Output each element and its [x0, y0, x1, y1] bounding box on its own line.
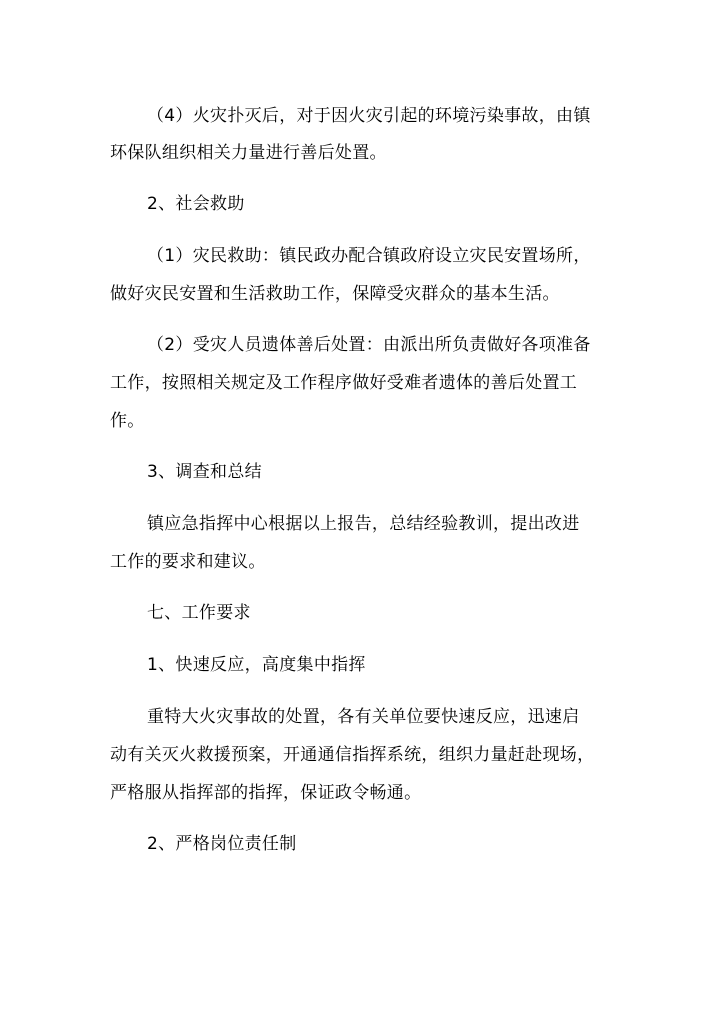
section-heading: 3、调查和总结: [147, 462, 262, 482]
paragraph-line: （2）受灾人员遗体善后处置：由派出所负责做好各项准备: [147, 335, 591, 355]
paragraph-line: 做好灾民安置和生活救助工作，保障受灾群众的基本生活。: [110, 284, 560, 304]
section-heading: 2、社会救助: [147, 194, 245, 214]
paragraph-line: 重特大火灾事故的处置，各有关单位要快速反应，迅速启: [147, 707, 580, 727]
paragraph-line: （1）灾民救助：镇民政办配合镇政府设立灾民安置场所，: [147, 246, 591, 266]
paragraph-line: （4）火灾扑灭后，对于因火灾引起的环境污染事故，由镇: [147, 106, 591, 126]
paragraph-line: 作。: [110, 411, 145, 431]
paragraph-line: 工作，按照相关规定及工作程序做好受难者遗体的善后处置工: [110, 373, 578, 393]
section-heading: 2、严格岗位责任制: [147, 834, 297, 854]
paragraph-line: 工作的要求和建议。: [110, 552, 266, 572]
section-heading: 1、快速反应，高度集中指挥: [147, 655, 366, 675]
paragraph-line: 严格服从指挥部的指挥，保证政令畅通。: [110, 783, 422, 803]
paragraph-line: 镇应急指挥中心根据以上报告，总结经验教训，提出改进: [147, 514, 580, 534]
paragraph-line: 动有关灭火救援预案，开通通信指挥系统，组织力量赶赴现场，: [110, 745, 595, 765]
paragraph-line: 环保队组织相关力量进行善后处置。: [110, 143, 387, 163]
chapter-heading: 七、工作要求: [147, 603, 251, 623]
